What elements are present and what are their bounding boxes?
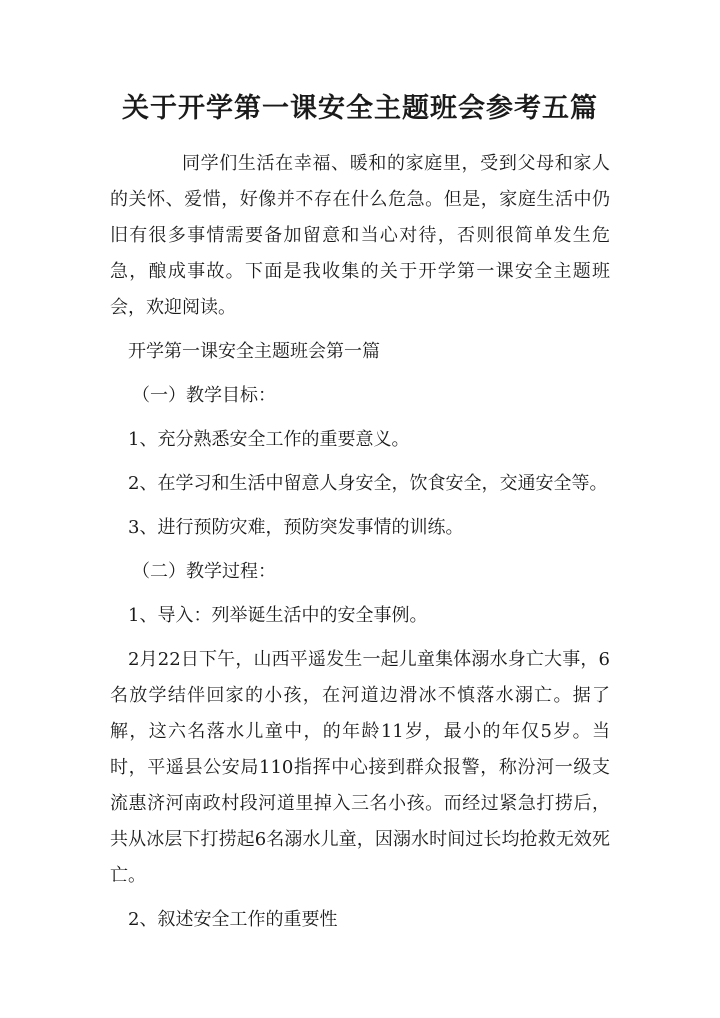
goal-item-3: 3、进行预防灾难，预防突发事情的训练。 [128,517,464,538]
document-title: 关于开学第一课安全主题班会参考五篇 [122,93,598,124]
process-step-1: 1、导入：列举诞生活中的安全事例。 [128,605,428,626]
process-heading: （二）教学过程： [132,561,276,582]
goals-heading: （一）教学目标： [132,385,276,406]
document-body [110,146,610,946]
section-heading: 开学第一课安全主题班会第一篇 [128,341,380,362]
intro-paragraph: 同学们生活在幸福、暖和的家庭里，受到父母和家人的关怀、爱惜，好像并不存在什么危急。但是，家庭生活中仍旧有很多事情需要备加留意和当心对待，否则很简单发生危急，酿成事故。下面是我收集的关于开学第一课安全主题班会，欢迎阅读。 [110,153,610,318]
process-step-2: 2、叙述安全工作的重要性 [128,909,338,930]
goal-item-1: 1、充分熟悉安全工作的重要意义。 [128,429,410,450]
goal-item-2: 2、在学习和生活中留意人身安全，饮食安全，交通安全等。 [128,473,608,494]
story-paragraph: 2月22日下午，山西平遥发生一起儿童集体溺水身亡大事，6名放学结伴回家的小孩，在河道边滑冰不慎落水溺亡。据了解，这六名落水儿童中，的年龄11岁，最小的年仅5岁。当时，平遥县公安局110指挥中心接到群众报警，称汾河一级支流惠济河南政村段河道里掉入三名小孩。而经过紧急打捞后，共从冰层下打捞起6名溺水儿童，因溺水时间过长均抢救无效死亡。 [110,649,610,886]
